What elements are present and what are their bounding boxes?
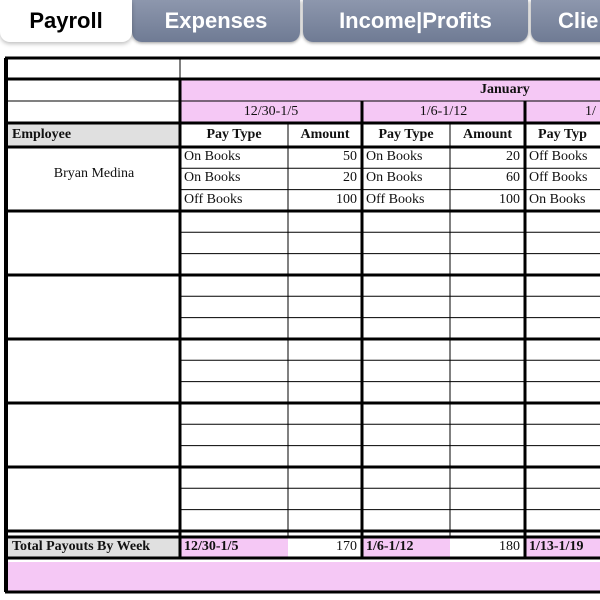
employee-name[interactable]: Bryan Medina — [53, 166, 135, 181]
week-header-1: 1/6-1/12 — [419, 104, 468, 119]
pay-type-cell[interactable]: Off Books — [366, 191, 425, 207]
tab-clients-label: Clie — [558, 8, 599, 33]
tab-expenses[interactable] — [132, 0, 300, 42]
amount-cell[interactable]: 20 — [343, 170, 357, 186]
totals-label: Total Payouts By Week — [12, 539, 151, 554]
totals-amount-1: 180 — [499, 539, 520, 554]
totals-week-2: 1/13-1/19 — [529, 539, 584, 554]
pay-type-cell[interactable]: On Books — [366, 149, 423, 164]
tab-clients[interactable] — [531, 0, 600, 42]
employee-header: Employee — [12, 127, 72, 142]
amount-header-0: Amount — [300, 127, 350, 142]
amount-cell[interactable]: 100 — [499, 191, 520, 207]
totals-week-0: 12/30-1/5 — [184, 539, 239, 554]
tab-expenses-label: Expenses — [164, 8, 268, 33]
bottom-band-fill — [8, 562, 600, 592]
amount-header-1: Amount — [462, 127, 512, 142]
amount-cell[interactable]: 50 — [343, 149, 357, 164]
pay-type-cell[interactable]: On Books — [184, 170, 241, 186]
amount-cell[interactable]: 20 — [506, 149, 520, 164]
pay-type-header-1: Pay Type — [378, 127, 434, 142]
tab-payroll-label: Payroll — [29, 8, 103, 33]
payroll-sheet — [0, 46, 600, 600]
pay-type-header-2: Pay Typ — [538, 127, 587, 142]
totals-week-1: 1/6-1/12 — [366, 539, 414, 554]
pay-type-cell[interactable]: Off Books — [529, 170, 588, 186]
month-header: January — [480, 82, 530, 97]
pay-type-cell[interactable]: Off Books — [529, 149, 588, 164]
pay-type-cell[interactable]: On Books — [184, 149, 241, 164]
tab-income-profits-label: Income|Profits — [339, 8, 492, 33]
tab-payroll[interactable] — [0, 0, 132, 42]
pay-type-cell[interactable]: On Books — [366, 170, 423, 186]
week-header-2: 1/ — [585, 104, 596, 119]
week-header-0: 12/30-1/5 — [243, 104, 299, 119]
totals-amount-0: 170 — [336, 539, 357, 554]
sheet-tabs — [0, 0, 600, 44]
pay-type-header-0: Pay Type — [206, 127, 262, 142]
pay-type-cell[interactable]: On Books — [529, 191, 586, 207]
amount-cell[interactable]: 100 — [336, 191, 357, 207]
tab-income-profits[interactable] — [303, 0, 528, 42]
pay-type-cell[interactable]: Off Books — [184, 191, 243, 207]
amount-cell[interactable]: 60 — [506, 170, 520, 186]
